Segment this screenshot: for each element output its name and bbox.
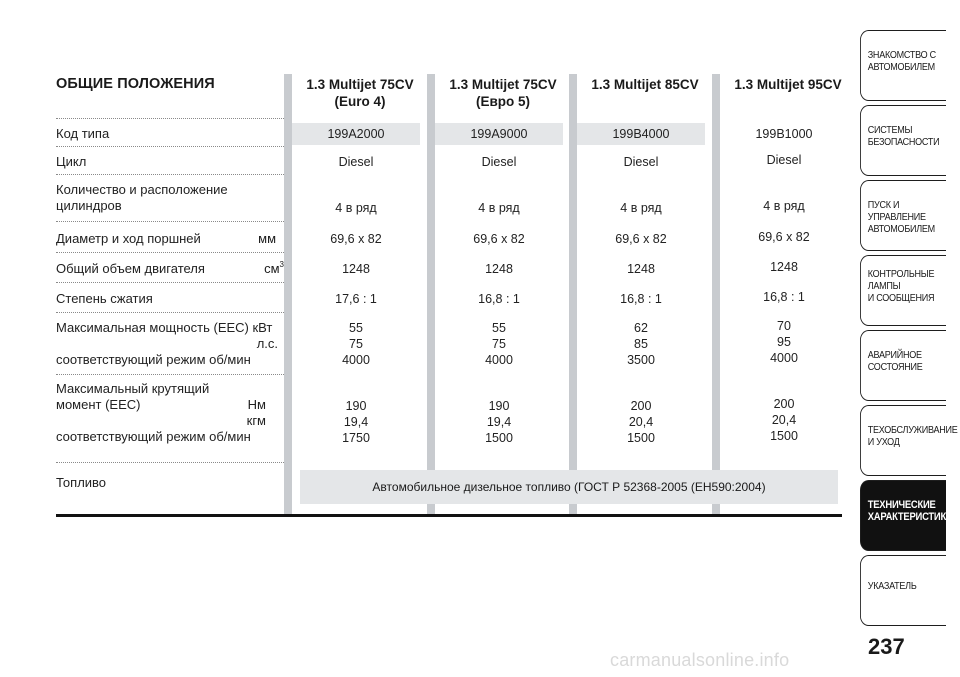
row-divider bbox=[56, 462, 284, 463]
table-cell: Diesel bbox=[766, 153, 802, 167]
row-divider bbox=[56, 146, 284, 147]
table-cell: 17,6 : 1 bbox=[335, 292, 377, 306]
column-divider bbox=[569, 74, 577, 514]
tab-maintenance[interactable]: ТЕХОБСЛУЖИВАНИЕ И УХОД bbox=[860, 405, 946, 476]
fuel-cell: Автомобильное дизельное топливо (ГОСТ Р 52368-2005 (ЕН590:2004) bbox=[300, 470, 838, 504]
row-label-fuel: Топливо bbox=[56, 475, 107, 490]
watermark: carmanualsonline.info bbox=[610, 650, 790, 670]
page-number: 237 bbox=[868, 634, 905, 659]
tab-emergency[interactable]: АВАРИЙНОЕ СОСТОЯНИЕ bbox=[860, 330, 946, 401]
row-divider bbox=[56, 312, 284, 313]
column-divider bbox=[284, 74, 292, 514]
row-label-compression: Степень сжатия bbox=[56, 291, 153, 306]
table-cell: 1248 bbox=[485, 262, 513, 276]
row-divider bbox=[56, 374, 284, 375]
tab-index[interactable]: УКАЗАТЕЛЬ bbox=[860, 555, 946, 626]
table-cell: 16,8 : 1 bbox=[620, 292, 662, 306]
column-header: 1.3 Multijet 75CV (Euro 4) bbox=[306, 77, 414, 109]
table-cell: 190 19,4 1750 bbox=[342, 399, 370, 445]
column-divider bbox=[712, 74, 720, 514]
row-label-displacement: Общий объем двигателя bbox=[56, 261, 205, 276]
table-cell: 199B4000 bbox=[577, 123, 705, 145]
table-cell: 199B1000 bbox=[755, 127, 813, 141]
column-divider bbox=[427, 74, 435, 514]
tab-warning-lights[interactable]: КОНТРОЛЬНЫЕ ЛАМПЫ И СООБЩЕНИЯ bbox=[860, 255, 946, 326]
table-cell: 69,6 x 82 bbox=[473, 232, 525, 246]
table-cell: 1248 bbox=[342, 262, 370, 276]
table-cell: 199A2000 bbox=[292, 123, 420, 145]
table-cell: 200 20,4 1500 bbox=[770, 397, 798, 443]
table-cell: 69,6 x 82 bbox=[758, 230, 810, 244]
table-cell: 55 75 4000 bbox=[342, 321, 370, 367]
table-bottom-rule bbox=[56, 514, 842, 517]
table-cell: 16,8 : 1 bbox=[478, 292, 520, 306]
row-divider bbox=[56, 221, 284, 222]
table-cell: 70 95 4000 bbox=[770, 319, 798, 365]
table-cell: Diesel bbox=[338, 155, 374, 169]
row-label-power: Максимальная мощность (ЕЕС) кВт л.с. соответствующий режим об/мин bbox=[56, 320, 278, 367]
table-cell: 199A9000 bbox=[435, 123, 563, 145]
unit-label: мм bbox=[258, 231, 276, 246]
column-header: 1.3 Multijet 85CV bbox=[591, 77, 699, 92]
table-header bbox=[56, 74, 842, 114]
table-cell: 16,8 : 1 bbox=[763, 290, 805, 304]
table-cell: 1248 bbox=[770, 260, 798, 274]
table-title: ОБЩИЕ ПОЛОЖЕНИЯ bbox=[56, 76, 215, 92]
tab-start-driving[interactable]: ПУСК И УПРАВЛЕНИЕ АВТОМОБИЛЕМ bbox=[860, 180, 946, 251]
row-divider bbox=[56, 252, 284, 253]
tab-safety[interactable]: СИСТЕМЫ БЕЗОПАСНОСТИ bbox=[860, 105, 946, 176]
table-cell: 55 75 4000 bbox=[485, 321, 513, 367]
unit-label: $см^3$ bbox=[264, 260, 284, 276]
row-divider bbox=[56, 282, 284, 283]
row-divider bbox=[56, 174, 284, 175]
table-cell: 1248 bbox=[627, 262, 655, 276]
table-cell: 4 в ряд bbox=[620, 201, 662, 215]
tab-intro[interactable]: ЗНАКОМСТВО С АВТОМОБИЛЕМ bbox=[860, 30, 946, 101]
table-cell: 4 в ряд bbox=[763, 199, 805, 213]
row-label-torque: Максимальный крутящий момент (ЕЕС) Нм кгм соответствующий режим об/мин bbox=[56, 381, 266, 444]
table-cell: 69,6 x 82 bbox=[330, 232, 382, 246]
row-label-bore: Диаметр и ход поршней bbox=[56, 231, 201, 246]
column-header: 1.3 Multijet 75CV (Евро 5) bbox=[449, 77, 557, 109]
tab-technical-specs[interactable]: ТЕХНИЧЕСКИЕ ХАРАКТЕРИСТИКИ bbox=[860, 480, 946, 551]
table-cell: 4 в ряд bbox=[478, 201, 520, 215]
row-label-cycle: Цикл bbox=[56, 154, 87, 169]
table-cell: Diesel bbox=[623, 155, 659, 169]
table-cell: 69,6 x 82 bbox=[615, 232, 667, 246]
column-header: 1.3 Multijet 95CV bbox=[734, 77, 842, 92]
table-cell: 200 20,4 1500 bbox=[627, 399, 655, 445]
row-label-code: Код типа bbox=[56, 126, 110, 141]
table-cell: Diesel bbox=[481, 155, 517, 169]
spec-table bbox=[56, 74, 842, 494]
table-cell: 190 19,4 1500 bbox=[485, 399, 513, 445]
row-label-cylinders: Количество и расположение цилиндров bbox=[56, 182, 228, 213]
row-divider bbox=[56, 118, 284, 119]
table-cell: 62 85 3500 bbox=[627, 321, 655, 367]
table-cell: 4 в ряд bbox=[335, 201, 377, 215]
